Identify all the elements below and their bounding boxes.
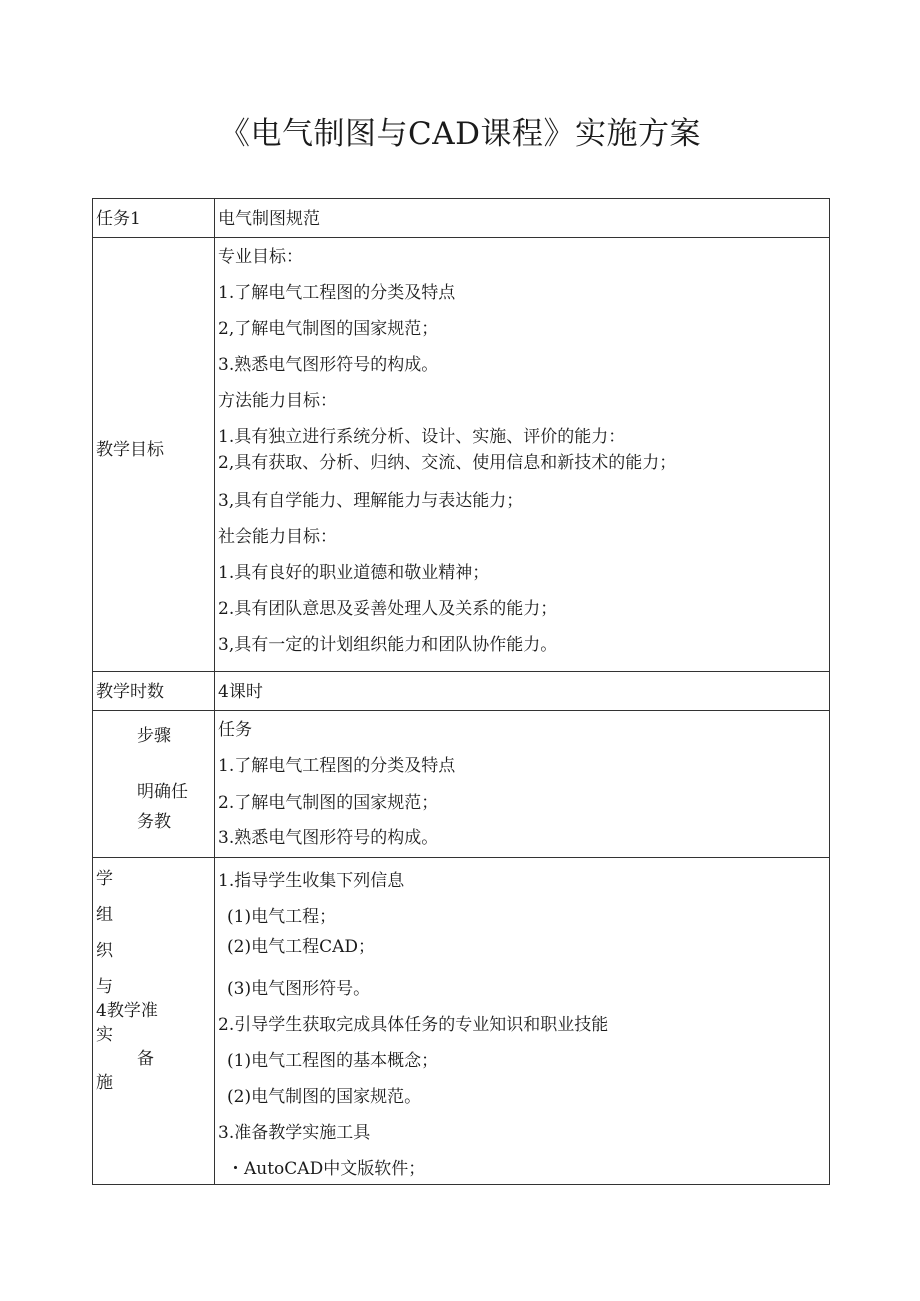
value-cell — [215, 672, 830, 711]
steps-label-line: 步骤 — [137, 726, 171, 746]
organize-line: 2.引导学生获取完成具体任务的专业知识和职业技能 — [218, 1015, 609, 1035]
organize-label-line: 学 — [96, 869, 113, 889]
hours-value: 4课时 — [218, 682, 263, 702]
organize-line: (2)电气工程CAD； — [227, 937, 375, 957]
steps-line: 3.熟悉电气图形符号的构成。 — [218, 828, 439, 848]
label-cell — [93, 858, 215, 1185]
label-cell — [93, 238, 215, 672]
organize-label-line: 组 — [96, 905, 113, 925]
steps-line: 任务 — [218, 720, 252, 740]
label-cell — [93, 711, 215, 858]
organize-line: (3)电气图形符号。 — [227, 979, 371, 999]
document-title: 《电气制图与CAD课程》实施方案 — [219, 116, 701, 152]
steps-label-line: 务教 — [137, 812, 171, 832]
organize-line: (2)电气制图的国家规范。 — [227, 1087, 422, 1107]
table-row-task — [93, 199, 830, 238]
hours-label: 教学时数 — [96, 682, 164, 702]
objective-line: 方法能力目标： — [218, 391, 337, 411]
steps-line: 2.了解电气制图的国家规范； — [218, 793, 439, 813]
organize-line: 3.准备教学实施工具 — [218, 1123, 371, 1143]
objective-line: 2,具有获取、分析、归纳、交流、使用信息和新技术的能力； — [218, 453, 677, 473]
objective-line: 3.熟悉电气图形符号的构成。 — [218, 355, 439, 375]
organize-label-line: 备 — [137, 1049, 154, 1069]
objectives-label: 教学目标 — [96, 440, 164, 460]
table-row-steps — [93, 711, 830, 858]
steps-line: 1.了解电气工程图的分类及特点 — [218, 756, 456, 776]
value-cell — [215, 238, 830, 672]
organize-line: ・AutoCAD中文版软件； — [227, 1159, 426, 1179]
organize-label-line: 与 — [96, 977, 113, 997]
objective-line: 1.具有良好的职业道德和敬业精神； — [218, 563, 490, 583]
steps-label-line: 明确任 — [137, 782, 188, 802]
objective-line: 社会能力目标： — [218, 527, 337, 547]
organize-label-line: 施 — [96, 1073, 113, 1093]
organize-line: (1)电气工程图的基本概念； — [227, 1051, 439, 1071]
organize-label-line: 实 — [96, 1025, 113, 1045]
task-value: 电气制图规范 — [218, 209, 320, 229]
objective-line: 3,具有一定的计划组织能力和团队协作能力。 — [218, 635, 558, 655]
value-cell — [215, 199, 830, 238]
label-cell — [93, 199, 215, 238]
objective-line: 3,具有自学能力、理解能力与表达能力； — [218, 491, 524, 511]
table-row-hours — [93, 672, 830, 711]
objective-line: 专业目标： — [218, 247, 303, 267]
objective-line: 2,了解电气制图的国家规范； — [218, 319, 439, 339]
organize-line: 1.指导学生收集下列信息 — [218, 871, 405, 891]
task-label: 任务1 — [96, 209, 141, 229]
table-row-organize — [93, 858, 830, 1185]
organize-label-line: 织 — [96, 941, 113, 961]
label-cell — [93, 672, 215, 711]
value-cell — [215, 858, 830, 1185]
objective-line: 1.具有独立进行系统分析、设计、实施、评价的能力： — [218, 427, 626, 447]
plan-table — [92, 198, 830, 1185]
objective-line: 1.了解电气工程图的分类及特点 — [218, 283, 456, 303]
value-cell — [215, 711, 830, 858]
objective-line: 2.具有团队意思及妥善处理人及关系的能力； — [218, 599, 558, 619]
table-row-objectives — [93, 238, 830, 672]
organize-label-line: 4教学准 — [96, 1001, 158, 1021]
organize-line: (1)电气工程； — [227, 907, 337, 927]
